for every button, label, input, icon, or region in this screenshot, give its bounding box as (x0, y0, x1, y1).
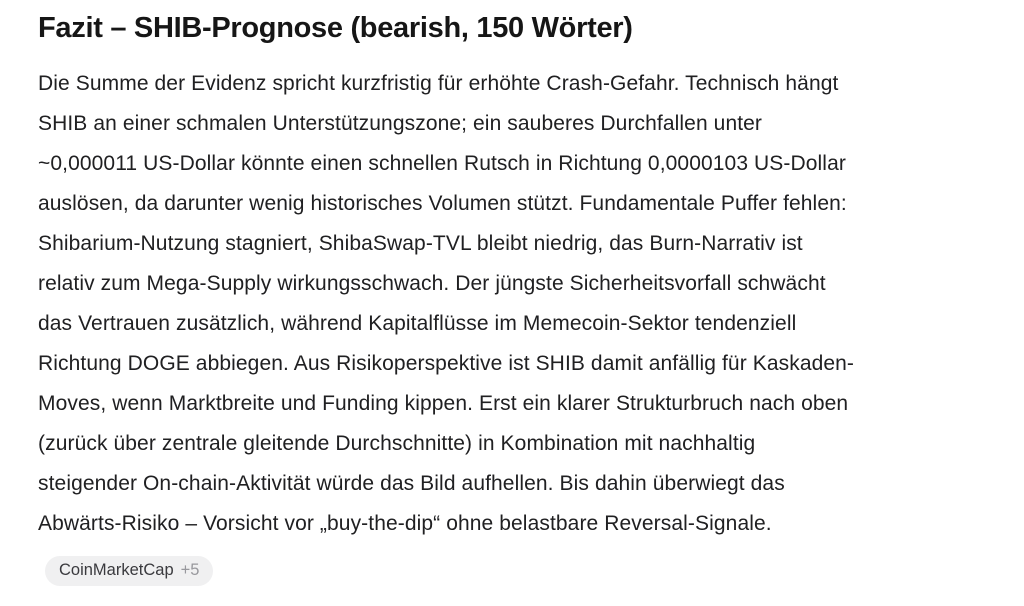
source-chip-label: CoinMarketCap (59, 561, 174, 579)
paragraph-line: SHIB an einer schmalen Unterstützungszone; ein sauberes Durchfallen unter (38, 112, 763, 135)
paragraph-line: Shibarium-Nutzung stagniert, ShibaSwap-TVL bleibt niedrig, das Burn-Narrativ ist (38, 232, 803, 255)
paragraph-line: (zurück über zentrale gleitende Durchschnitte) in Kombination mit nachhaltig (38, 432, 756, 455)
paragraph-line: Abwärts-Risiko – Vorsicht vor „buy-the-dip“ ohne belastbare Reversal-Signale. (38, 512, 772, 535)
paragraph-line: Moves, wenn Marktbreite und Funding kippen. Erst ein klarer Strukturbruch nach oben (38, 392, 849, 415)
paragraph-line: relativ zum Mega-Supply wirkungsschwach. Der jüngste Sicherheitsvorfall schwächt (38, 272, 826, 295)
source-citation-chip[interactable] (45, 556, 213, 586)
source-chip-more-count: +5 (180, 561, 200, 579)
article-paragraph (38, 64, 994, 544)
paragraph-line: Richtung DOGE abbiegen. Aus Risikoperspektive ist SHIB damit anfällig für Kaskaden- (38, 352, 855, 375)
paragraph-line: steigender On-chain-Aktivität würde das Bild aufhellen. Bis dahin überwiegt das (38, 472, 785, 495)
paragraph-line: das Vertrauen zusätzlich, während Kapitalflüsse im Memecoin-Sektor tendenziell (38, 312, 797, 335)
paragraph-line: Die Summe der Evidenz spricht kurzfristig für erhöhte Crash-Gefahr. Technisch hängt (38, 72, 839, 95)
paragraph-line: auslösen, da darunter wenig historisches Volumen stützt. Fundamentale Puffer fehlen: (38, 192, 847, 215)
paragraph-line: ~0,000011 US-Dollar könnte einen schnellen Rutsch in Richtung 0,0000103 US-Dollar (38, 152, 846, 175)
page-title: Fazit – SHIB-Prognose (bearish, 150 Wörter) (38, 12, 633, 44)
